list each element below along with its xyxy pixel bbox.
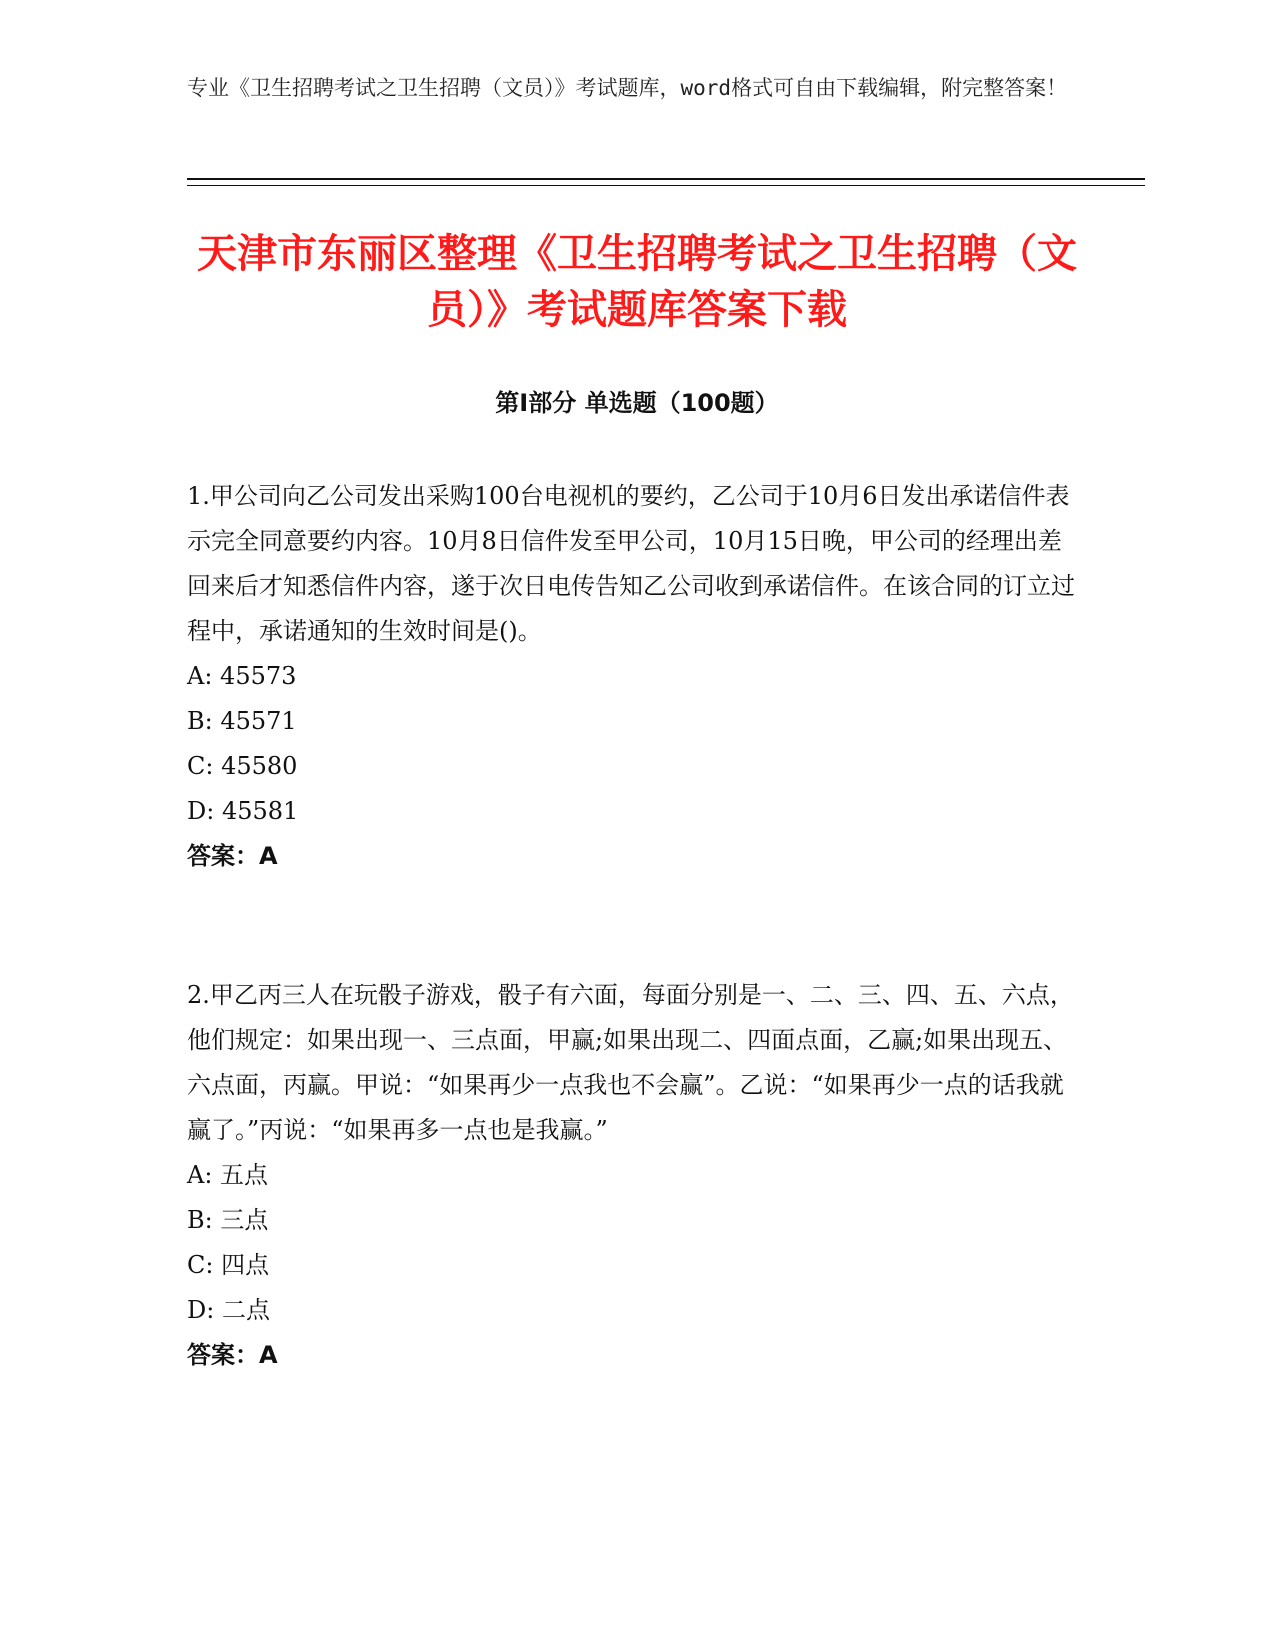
header-divider-thin [187,185,1145,186]
answer: 答案：A [187,1341,278,1369]
option-a: A: 五点 [187,1161,269,1189]
question-stem: 2.甲乙丙三人在玩骰子游戏，骰子有六面，每面分别是一、二、三、四、五、六点，他们规定：如果出现一、三点面，甲赢;如果出现二、四面点面，乙赢;如果出现五、六点面，丙赢。甲说：“如果再少一点我也不会赢”。乙说：“如果再少一点的话我就赢了。”丙说：“如果再多一点也是我赢。” [187,981,1074,1144]
answer: 答案：A [187,842,278,870]
option-b: B: 三点 [187,1206,269,1234]
option-c: C: 45580 [187,752,298,780]
option-d: D: 二点 [187,1296,270,1324]
option-d: D: 45581 [187,797,299,825]
section-title: 第I部分 单选题（100题） [495,389,779,417]
question-stem: 1.甲公司向乙公司发出采购100台电视机的要约，乙公司于10月6日发出承诺信件表示完全同意要约内容。10月8日信件发至甲公司，10月15日晚，甲公司的经理出差回来后才知悉信件内容，遂于次日电传告知乙公司收到承诺信件。在该合同的订立过程中，承诺通知的生效时间是()。 [187,482,1075,645]
option-b: B: 45571 [187,707,297,735]
question-2 [187,973,1077,1378]
header-divider [187,178,1145,180]
option-c: C: 四点 [187,1251,270,1279]
header-note: 专业《卫生招聘考试之卫生招聘（文员）》考试题库，word格式可自由下载编辑，附完整答案！ [187,76,1068,100]
option-a: A: 45573 [187,662,297,690]
document-title: 天津市东丽区整理《卫生招聘考试之卫生招聘（文员）》考试题库答案下载 [197,231,1077,333]
question-1 [187,474,1077,879]
